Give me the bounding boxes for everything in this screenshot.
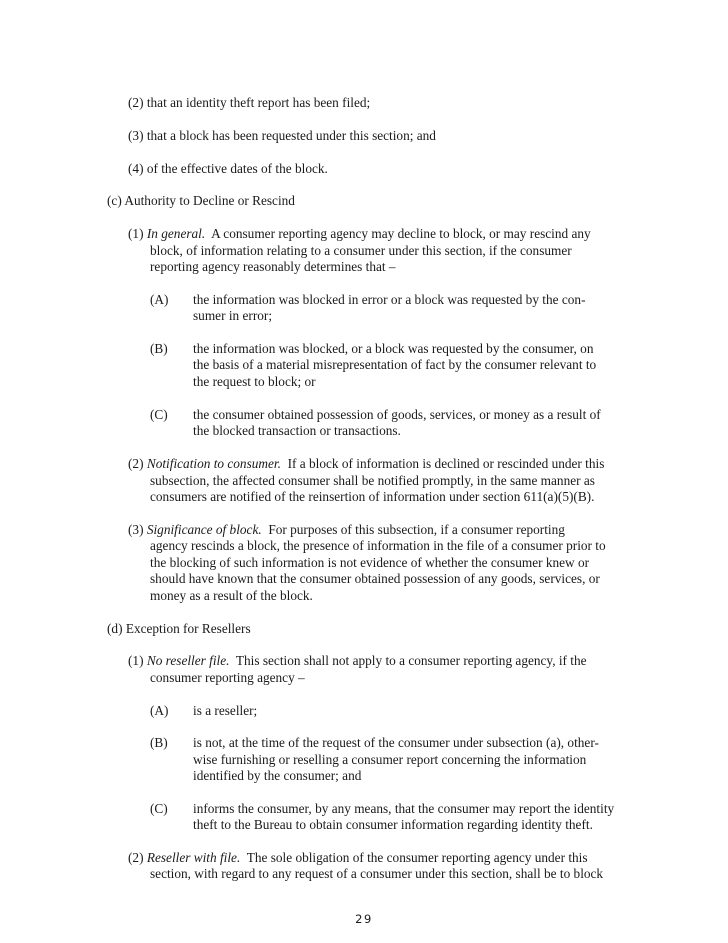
c2-first-line	[128, 456, 604, 473]
d1-b-label: (B)	[150, 735, 168, 750]
c1-text-line3: reporting agency reasonably determines that –	[150, 259, 396, 274]
c2-text-line2: subsection, the affected consumer shall be notified promptly, in the same manner as	[150, 473, 595, 488]
d2-title: Reseller with file.	[146, 850, 241, 865]
c2-title: Notification to consumer.	[146, 456, 281, 471]
d2-text-line1: The sole obligation of the consumer reporting agency under this	[246, 850, 588, 865]
c1-first-line	[128, 226, 591, 243]
c1-text-line1: A consumer reporting agency may decline to block, or may rescind any	[211, 226, 591, 241]
c1-b-label: (B)	[150, 341, 168, 356]
d2-number: (2)	[128, 850, 144, 865]
d1-c-line1: informs the consumer, by any means, that the consumer may report the identity	[193, 801, 615, 816]
c3-text-line2: agency rescinds a block, the presence of information in the file of a consumer prior to	[150, 538, 606, 553]
c1-a-label: (A)	[150, 292, 169, 307]
c1-c-label: (C)	[150, 407, 168, 422]
c3-text-line3: the blocking of such information is not evidence of whether the consumer knew or	[150, 555, 590, 570]
c1-c-line1: the consumer obtained possession of goods, services, or money as a result of	[193, 407, 601, 422]
c2-number: (2)	[128, 456, 144, 471]
c1-a-line2: sumer in error;	[193, 308, 273, 323]
c1-b-line1: the information was blocked, or a block was requested by the consumer, on	[193, 341, 594, 356]
d1-b-line1: is not, at the time of the request of the consumer under subsection (a), other-	[193, 735, 599, 750]
c1-title: In general.	[146, 226, 206, 241]
c1-text-line2: block, of information relating to a consumer under this section, if the consumer	[150, 243, 572, 258]
c3-number: (3)	[128, 522, 144, 537]
c3-text-line5: money as a result of the block.	[150, 588, 313, 603]
section-d-heading: (d) Exception for Resellers	[107, 621, 251, 636]
c3-first-line	[128, 522, 565, 539]
d1-a-label: (A)	[150, 703, 169, 718]
d1-b-line3: identified by the consumer; and	[193, 768, 362, 783]
d1-b-line2: wise furnishing or reselling a consumer report concerning the information	[193, 752, 587, 767]
c1-number: (1)	[128, 226, 144, 241]
section-c-heading: (c) Authority to Decline or Rescind	[107, 193, 295, 208]
d1-a-line1: is a reseller;	[193, 703, 258, 718]
d1-c-line2: theft to the Bureau to obtain consumer information regarding identity theft.	[193, 817, 593, 832]
c1-b-line3: the request to block; or	[193, 374, 316, 389]
d1-number: (1)	[128, 653, 144, 668]
paragraph-b4: (4) of the effective dates of the block.	[128, 161, 328, 176]
d1-text-line2: consumer reporting agency –	[150, 670, 305, 685]
d1-c-label: (C)	[150, 801, 168, 816]
c2-text-line3: consumers are notified of the reinsertion of information under section 611(a)(5)(B).	[150, 489, 595, 504]
page-number: 29	[355, 912, 373, 926]
d1-first-line	[128, 653, 587, 670]
c1-c-line2: the blocked transaction or transactions.	[193, 423, 401, 438]
d2-text-line2: section, with regard to any request of a consumer under this section, shall be to block	[150, 866, 604, 881]
d1-text-line1: This section shall not apply to a consumer reporting agency, if the	[235, 653, 587, 668]
c3-text-line1: For purposes of this subsection, if a consumer reporting	[268, 522, 565, 537]
paragraph-b2: (2) that an identity theft report has been filed;	[128, 95, 371, 110]
c2-text-line1: If a block of information is declined or rescinded under this	[287, 456, 605, 471]
d2-first-line	[128, 850, 588, 867]
c3-text-line4: should have known that the consumer obtained possession of any goods, services, or	[150, 571, 600, 586]
c1-a-line1: the information was blocked in error or a block was requested by the con-	[193, 292, 586, 307]
d1-title: No reseller file.	[146, 653, 230, 668]
paragraph-b3: (3) that a block has been requested under this section; and	[128, 128, 436, 143]
c1-b-line2: the basis of a material misrepresentation of fact by the consumer relevant to	[193, 357, 597, 372]
c3-title: Significance of block.	[146, 522, 262, 537]
